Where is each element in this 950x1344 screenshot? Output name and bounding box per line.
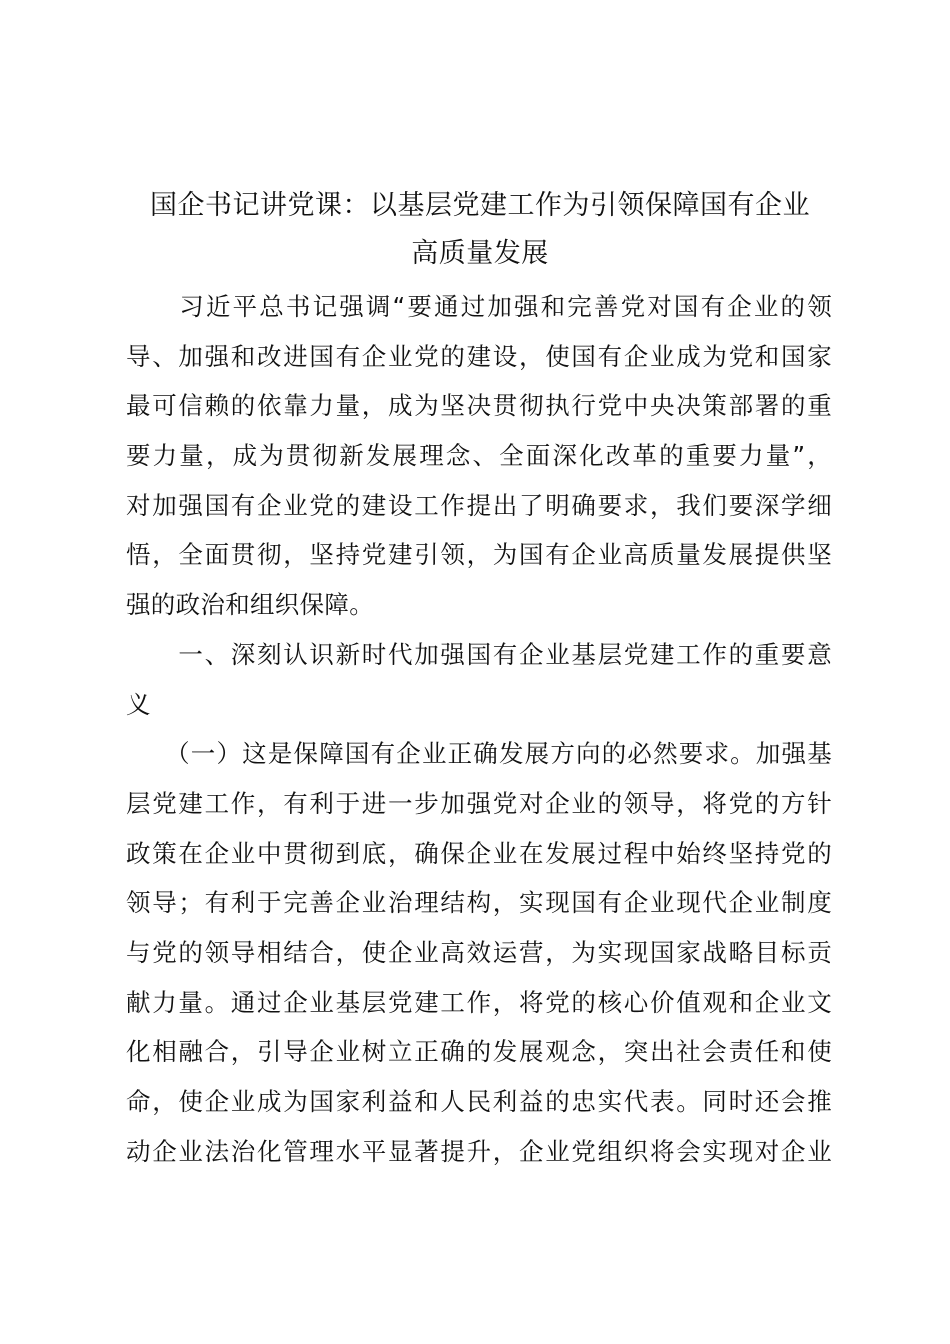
text-line: （一）这是保障国有企业正确发展方向的必然要求。加强基 — [126, 739, 832, 769]
title-line-2: 高质量发展 — [411, 238, 549, 269]
text-line: 化相融合，引导企业树立正确的发展观念，突出社会责任和使 — [126, 1037, 832, 1067]
paragraph-intro — [126, 282, 832, 630]
text-line: 义 — [126, 689, 151, 719]
text-line: 一、深刻认识新时代加强国有企业基层党建工作的重要意 — [126, 639, 832, 669]
text-line: 层党建工作，有利于进一步加强党对企业的领导，将党的方针 — [126, 788, 832, 818]
text-line: 领导；有利于完善企业治理结构，实现国有企业现代企业制度 — [126, 888, 832, 918]
text-line: 命，使企业成为国家利益和人民利益的忠实代表。同时还会推 — [126, 1087, 832, 1116]
document-body — [126, 282, 832, 1176]
text-line: 政策在企业中贯彻到底，确保企业在发展过程中始终坚持党的 — [126, 838, 832, 868]
text-line: 献力量。通过企业基层党建工作，将党的核心价值观和企业文 — [126, 987, 832, 1017]
text-line: 最可信赖的依靠力量，成为坚决贯彻执行党中央决策部署的重 — [126, 391, 832, 421]
text-line: 导、加强和改进国有企业党的建设，使国有企业成为党和国家 — [126, 341, 832, 371]
text-line: 习近平总书记强调“要通过加强和完善党对国有企业的领 — [126, 292, 832, 321]
section-heading-1 — [126, 630, 832, 729]
document-title — [120, 182, 840, 278]
text-line: 动企业法治化管理水平显著提升，企业党组织将会实现对企业 — [126, 1136, 832, 1166]
title-line-1: 国企书记讲党课：以基层党建工作为引领保障国有企业 — [150, 190, 810, 221]
text-line: 强的政治和组织保障。 — [126, 590, 374, 620]
paragraph-section-1-1 — [126, 729, 832, 1176]
text-line: 要力量，成为贯彻新发展理念、全面深化改革的重要力量”， — [126, 441, 832, 471]
text-line: 对加强国有企业党的建设工作提出了明确要求，我们要深学细 — [126, 490, 832, 520]
text-line: 悟，全面贯彻，坚持党建引领，为国有企业高质量发展提供坚 — [126, 540, 832, 570]
text-line: 与党的领导相结合，使企业高效运营，为实现国家战略目标贡 — [126, 937, 832, 967]
